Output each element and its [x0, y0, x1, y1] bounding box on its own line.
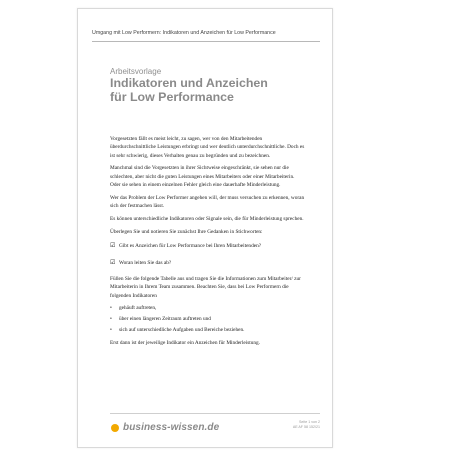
- paragraph-perspective: Manchmal sind die Vorgesetzten in ihrer Sichtweise eingeschränkt, sie sehen nur die schlechten, aber nicht die guten Leistungen eines Mitarbeiters oder einer Mitarbeiterin. Oder sie sehen in einem einzelnen Fehler gleich eine dauerhafte Minderleistung.: [110, 165, 295, 189]
- paragraph-problem: Wer das Problem der Low Performer angehen will, der muss versuchen zu erkennen, woran sich der festmachen lässt.: [110, 194, 305, 210]
- page-title-line-1: Indikatoren und Anzeichen: [110, 76, 268, 90]
- list-item-text: gehäuft auftreten,: [119, 305, 157, 312]
- page-info: [293, 420, 320, 430]
- footer-divider: [110, 413, 320, 414]
- document-body: [110, 135, 306, 352]
- list-item-text: über einen längeren Zeitraum auftreten und: [119, 316, 211, 323]
- checklist-item-text: Woran leiten Sie das ab?: [119, 259, 172, 266]
- document-type: Arbeitsvorlage: [110, 67, 162, 76]
- checkbox-icon: ☑: [110, 243, 116, 250]
- list-item: [110, 326, 306, 334]
- list-item-text: sich auf unterschiedliche Aufgaben und Bereiche beziehen.: [119, 326, 245, 333]
- indicator-list: [110, 304, 306, 334]
- paragraph-indicators: Es können unterschiedliche Indikatoren oder Signale sein, die für Minderleistung sprechen.: [110, 216, 304, 223]
- checklist-item: [110, 259, 306, 267]
- paragraph-closing: Erst dann ist der jeweilige Indikator ein Anzeichen für Minderleistung.: [110, 340, 261, 347]
- header-divider: [92, 41, 320, 42]
- page-number: Seite 1 von 2: [299, 420, 320, 424]
- checkbox-icon: ☑: [110, 259, 116, 266]
- page-title: [110, 77, 320, 104]
- checklist-item-text: Gibt es Anzeichen für Low Performance bei Ihren Mitarbeitenden?: [119, 243, 262, 250]
- logo-dot-icon: [111, 424, 119, 432]
- bullet-icon: •: [110, 305, 112, 312]
- paragraph-instruction: Überlegen Sie und notieren Sie zunächst Ihre Gedanken in Stichworten:: [110, 229, 263, 236]
- document-code: AE AF 58 152/21: [292, 425, 320, 429]
- list-item: [110, 304, 306, 312]
- bullet-icon: •: [110, 316, 112, 323]
- document-page: [77, 8, 333, 448]
- list-item: [110, 315, 306, 323]
- page-title-line-2: für Low Performance: [110, 89, 234, 104]
- running-header: Umgang mit Low Performern: Indikatoren und Anzeichen für Low Performance: [92, 30, 276, 36]
- paragraph-table-intro: Füllen Sie die folgende Tabelle aus und tragen Sie die Informationen zum Mitarbeiter/ zur Mitarbeiterin in Ihrem Team zusammen. Beachten Sie, dass bei Low Performern die folgenden Indikatoren: [110, 275, 301, 299]
- brand-logo: [111, 422, 219, 433]
- checklist-item: [110, 242, 306, 250]
- logo-text: business-wissen.de: [123, 422, 220, 433]
- paragraph-intro: Vorgesetzten fällt es meist leicht, zu sagen, wer von den Mitarbeitenden überdurchschnittliche Leistungen erbringt und wer deutlich unterdurchschnittliche. Doch es ist sehr schwierig, dieses Verhalten genau zu begründen und zu bezeichnen.: [110, 136, 305, 159]
- bullet-icon: •: [110, 326, 112, 333]
